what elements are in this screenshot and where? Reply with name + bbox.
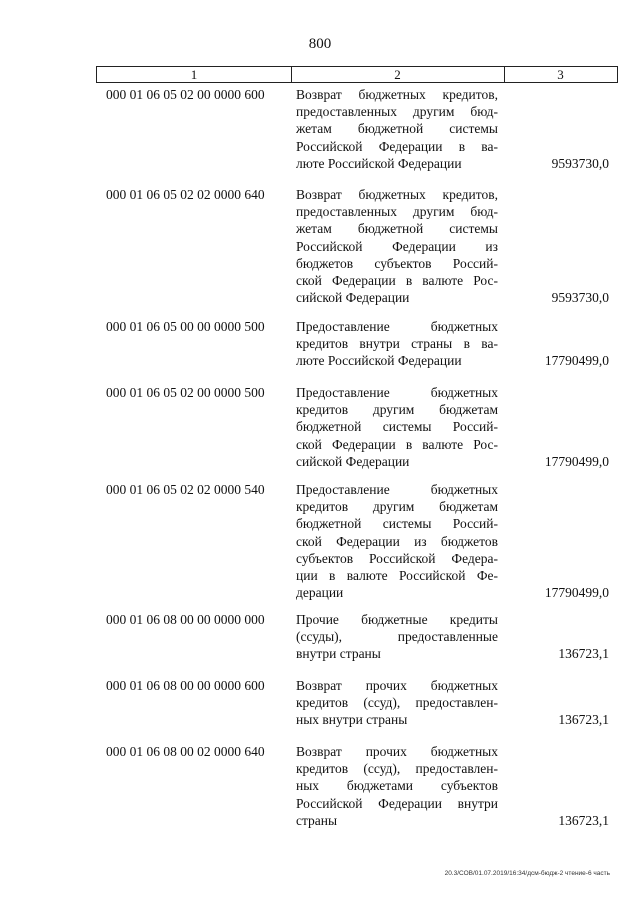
description-line: Возврат прочих бюджетных (296, 744, 498, 759)
budget-code: 000 01 06 05 00 00 0000 500 (106, 319, 265, 334)
description-line: субъектов Российской Федера- (296, 550, 498, 566)
description-line: кредитов внутри страны в ва- (296, 336, 498, 352)
row-amount: 136723,1 (558, 812, 609, 828)
description-line: ской Федерации из бюджетов (296, 533, 498, 549)
header-col-2: 2 (291, 67, 505, 82)
description-line: сийской Федерации (296, 290, 410, 306)
row-description (296, 743, 498, 829)
header-col-1: 1 (97, 67, 292, 82)
description-line: дерации (296, 585, 344, 601)
row-amount: 9593730,0 (551, 155, 609, 171)
description-line: сийской Федерации (296, 453, 410, 469)
description-line: Российской Федерации из (296, 238, 498, 254)
description-line: Возврат прочих бюджетных (296, 678, 498, 693)
description-line: Предоставление бюджетных (296, 482, 498, 497)
document-footer: 20.3/СОВ/01.07.2019/16:34/дсм-бюдж-2 чтение-6 часть (444, 870, 610, 877)
row-amount: 17790499,0 (544, 353, 609, 369)
description-line: ской Федерации в валюте Рос- (296, 436, 498, 452)
row-amount: 136723,1 (558, 646, 609, 662)
description-line: кредитов (ссуд), предоставлен- (296, 761, 498, 777)
description-line: бюджетной системы Россий- (296, 419, 498, 435)
description-line: (ссуды), предоставленные (296, 629, 498, 645)
description-line: страны (296, 812, 338, 828)
description-line: внутри страны (296, 646, 381, 662)
description-line: Предоставление бюджетных (296, 385, 498, 400)
row-amount: 17790499,0 (544, 453, 609, 469)
row-amount: 136723,1 (558, 712, 609, 728)
description-line: ции в валюте Российской Фе- (296, 568, 498, 584)
row-description (296, 186, 498, 306)
description-line: люте Российской Федерации (296, 155, 462, 171)
description-line: Предоставление бюджетных (296, 319, 498, 334)
description-line: предоставленных другим бюд- (296, 204, 498, 220)
row-description (296, 318, 498, 370)
row-description (296, 384, 498, 470)
row-description (296, 481, 498, 601)
row-description (296, 611, 498, 663)
description-line: кредитов (ссуд), предоставлен- (296, 695, 498, 711)
description-line: кредитов другим бюджетам (296, 402, 498, 418)
budget-code: 000 01 06 08 00 00 0000 600 (106, 678, 265, 693)
table-header (96, 66, 618, 83)
description-line: предоставленных другим бюд- (296, 104, 498, 120)
description-line: люте Российской Федерации (296, 353, 462, 369)
description-line: Российской Федерации в ва- (296, 138, 498, 154)
budget-code: 000 01 06 08 00 02 0000 640 (106, 744, 265, 759)
page-number: 800 (308, 36, 332, 52)
budget-code: 000 01 06 05 02 00 0000 600 (106, 87, 265, 102)
description-line: жетам бюджетной системы (296, 221, 498, 237)
description-line: ных внутри страны (296, 712, 408, 728)
description-line: Прочие бюджетные кредиты (296, 612, 498, 627)
description-line: бюджетов субъектов Россий- (296, 255, 498, 271)
row-description (296, 86, 498, 172)
row-amount: 9593730,0 (551, 290, 609, 306)
description-line: кредитов другим бюджетам (296, 499, 498, 515)
budget-code: 000 01 06 08 00 00 0000 000 (106, 612, 265, 627)
description-line: бюджетной системы Россий- (296, 516, 498, 532)
row-amount: 17790499,0 (544, 585, 609, 601)
description-line: Возврат бюджетных кредитов, (296, 87, 498, 102)
description-line: жетам бюджетной системы (296, 121, 498, 137)
row-description (296, 677, 498, 729)
budget-code: 000 01 06 05 02 02 0000 640 (106, 187, 265, 202)
description-line: Возврат бюджетных кредитов, (296, 187, 498, 202)
header-col-3: 3 (557, 67, 564, 82)
description-line: ской Федерации в валюте Рос- (296, 273, 498, 289)
description-line: ных бюджетами субъектов (296, 778, 498, 794)
description-line: Российской Федерации внутри (296, 795, 498, 811)
budget-code: 000 01 06 05 02 02 0000 540 (106, 482, 265, 497)
budget-code: 000 01 06 05 02 00 0000 500 (106, 385, 265, 400)
